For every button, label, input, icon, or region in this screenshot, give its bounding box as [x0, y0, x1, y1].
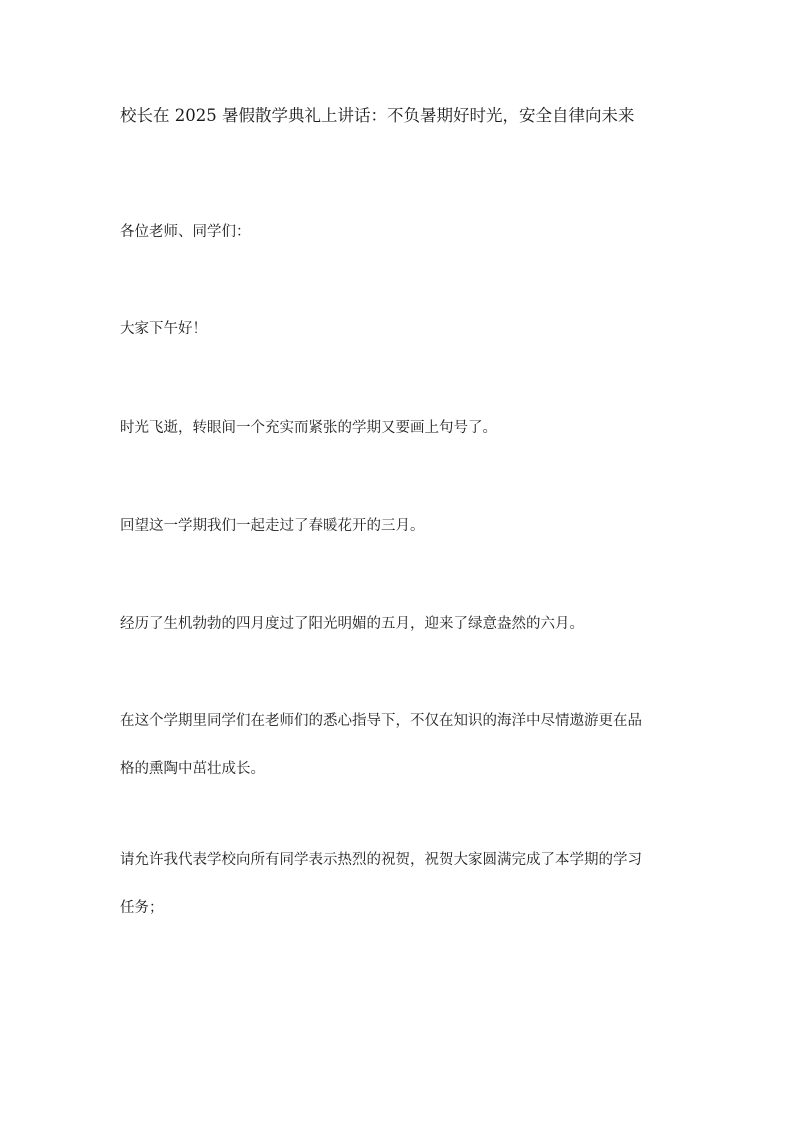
paragraph-line: 经历了生机勃勃的四月度过了阳光明媚的五月，迎来了绿意盎然的六月。: [120, 616, 584, 632]
paragraph-salutation: [120, 208, 690, 256]
paragraph-line: 请允许我代表学校向所有同学表示热烈的祝贺，祝贺大家圆满完成了本学期的学习: [120, 852, 642, 868]
paragraph-line: 各位老师、同学们：: [120, 224, 251, 240]
paragraph-line: 任务；: [120, 900, 164, 916]
paragraph-months: [120, 600, 690, 648]
paragraph-line: 格的熏陶中茁壮成长。: [120, 761, 265, 777]
document-title: 校长在 2025 暑假散学典礼上讲话：不负暑期好时光，安全自律向未来: [120, 106, 635, 125]
paragraph-congratulations: [120, 836, 690, 932]
paragraph-line: 时光飞逝，转眼间一个充实而紧张的学期又要画上句号了。: [120, 420, 497, 436]
paragraph-growth: [120, 697, 690, 793]
paragraph-line: 在这个学期里同学们在老师们的悉心指导下，不仅在知识的海洋中尽情遨游更在品: [120, 713, 642, 729]
paragraph-line: 回望这一学期我们一起走过了春暖花开的三月。: [120, 518, 425, 534]
paragraph-greeting: [120, 305, 690, 353]
paragraph-line: 大家下午好！: [120, 321, 207, 337]
paragraph-time-flies: [120, 404, 690, 452]
paragraph-look-back: [120, 502, 690, 550]
